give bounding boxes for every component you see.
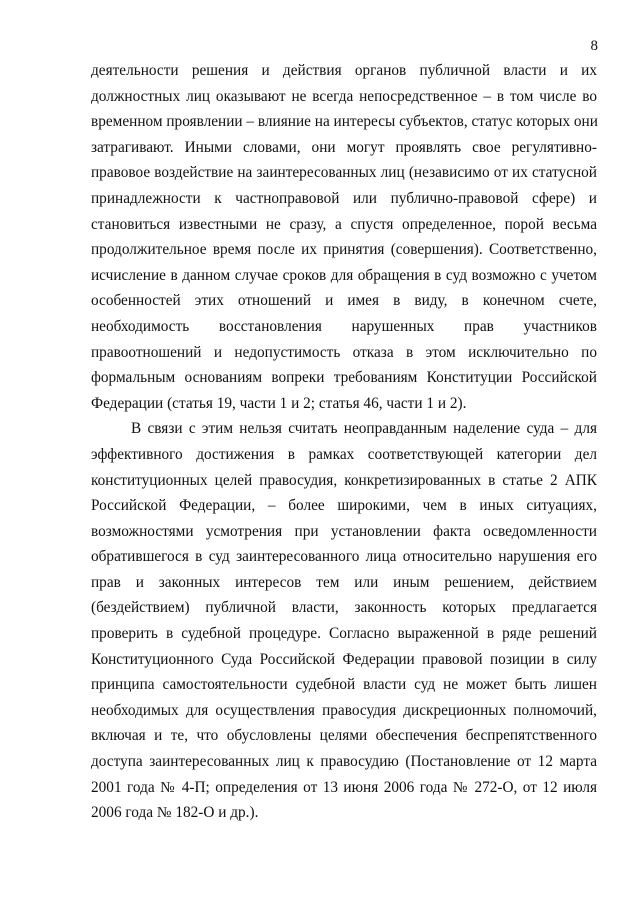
page-number: 8 (590, 38, 598, 54)
text-line: принципа самостоятельности судебной власти суд не может быть лишен (91, 676, 597, 694)
text-line: включая и те, что обусловлены целями обеспечения беспрепятственного (91, 727, 597, 745)
text-line: формальным основаниям вопреки требованиям Конституции Российской (91, 369, 597, 387)
text-line: затрагивают. Иными словами, они могут проявлять свое регулятивно- (91, 138, 597, 156)
text-line: исчисление в данном случае сроков для обращения в суд возможно с учетом (91, 266, 597, 284)
text-line: необходимых для осуществления правосудия дискреционных полномочий, (91, 701, 597, 719)
text-line: прав и законных интересов тем или иным решением, действием (91, 573, 597, 591)
text-line: (бездействием) публичной власти, законность которых предлагается (91, 599, 597, 617)
text-line: обратившегося в суд заинтересованного лица относительно нарушения его (91, 548, 597, 566)
text-line: принадлежности к частноправовой или публично-правовой сфере) и (91, 189, 597, 207)
text-line: временном проявлении – влияние на интересы субъектов, статус которых они (91, 113, 598, 131)
text-line: особенностей этих отношений и имея в виду, в конечном счете, (91, 292, 597, 310)
text-line: проверить в судебной процедуре. Согласно выраженной в ряде решений (91, 625, 597, 643)
text-line: необходимость восстановления нарушенных прав участников (91, 317, 597, 335)
text-line: Российской Федерации, – более широкими, чем в иных ситуациях, (91, 497, 597, 515)
text-line: правовое воздействие на заинтересованных лиц (независимо от их статусной (91, 164, 597, 182)
text-line: возможностями усмотрения при установлении факта осведомленности (91, 522, 597, 540)
body-text (91, 58, 597, 826)
text-line: Конституционного Суда Российской Федерации правовой позиции в силу (91, 650, 597, 668)
text-line: правоотношений и недопустимость отказа в этом исключительно по (91, 343, 597, 361)
text-line: конституционных целей правосудия, конкретизированных в статье 2 АПК (91, 471, 597, 489)
text-line: В связи с этим нельзя считать неоправданным наделение суда – для (131, 420, 597, 438)
paragraph (91, 416, 597, 826)
text-line: 2006 года № 182-О и др.). (91, 804, 259, 822)
text-line: Федерации (статья 19, части 1 и 2; статья 46, части 1 и 2). (91, 394, 467, 412)
paragraph (91, 58, 597, 416)
text-line: становиться известными не сразу, а спустя определенное, порой весьма (91, 215, 597, 233)
text-line: 2001 года № 4-П; определения от 13 июня 2006 года № 272-О, от 12 июля (91, 778, 597, 796)
text-line: эффективного достижения в рамках соответствующей категории дел (91, 445, 597, 463)
text-line: деятельности решения и действия органов публичной власти и их (91, 62, 597, 79)
text-line: продолжительное время после их принятия (совершения). Соответственно, (91, 241, 597, 259)
text-line: должностных лиц оказывают не всегда непосредственное – в том числе во (91, 87, 597, 105)
text-line: доступа заинтересованных лиц к правосудию (Постановление от 12 марта (91, 753, 597, 771)
